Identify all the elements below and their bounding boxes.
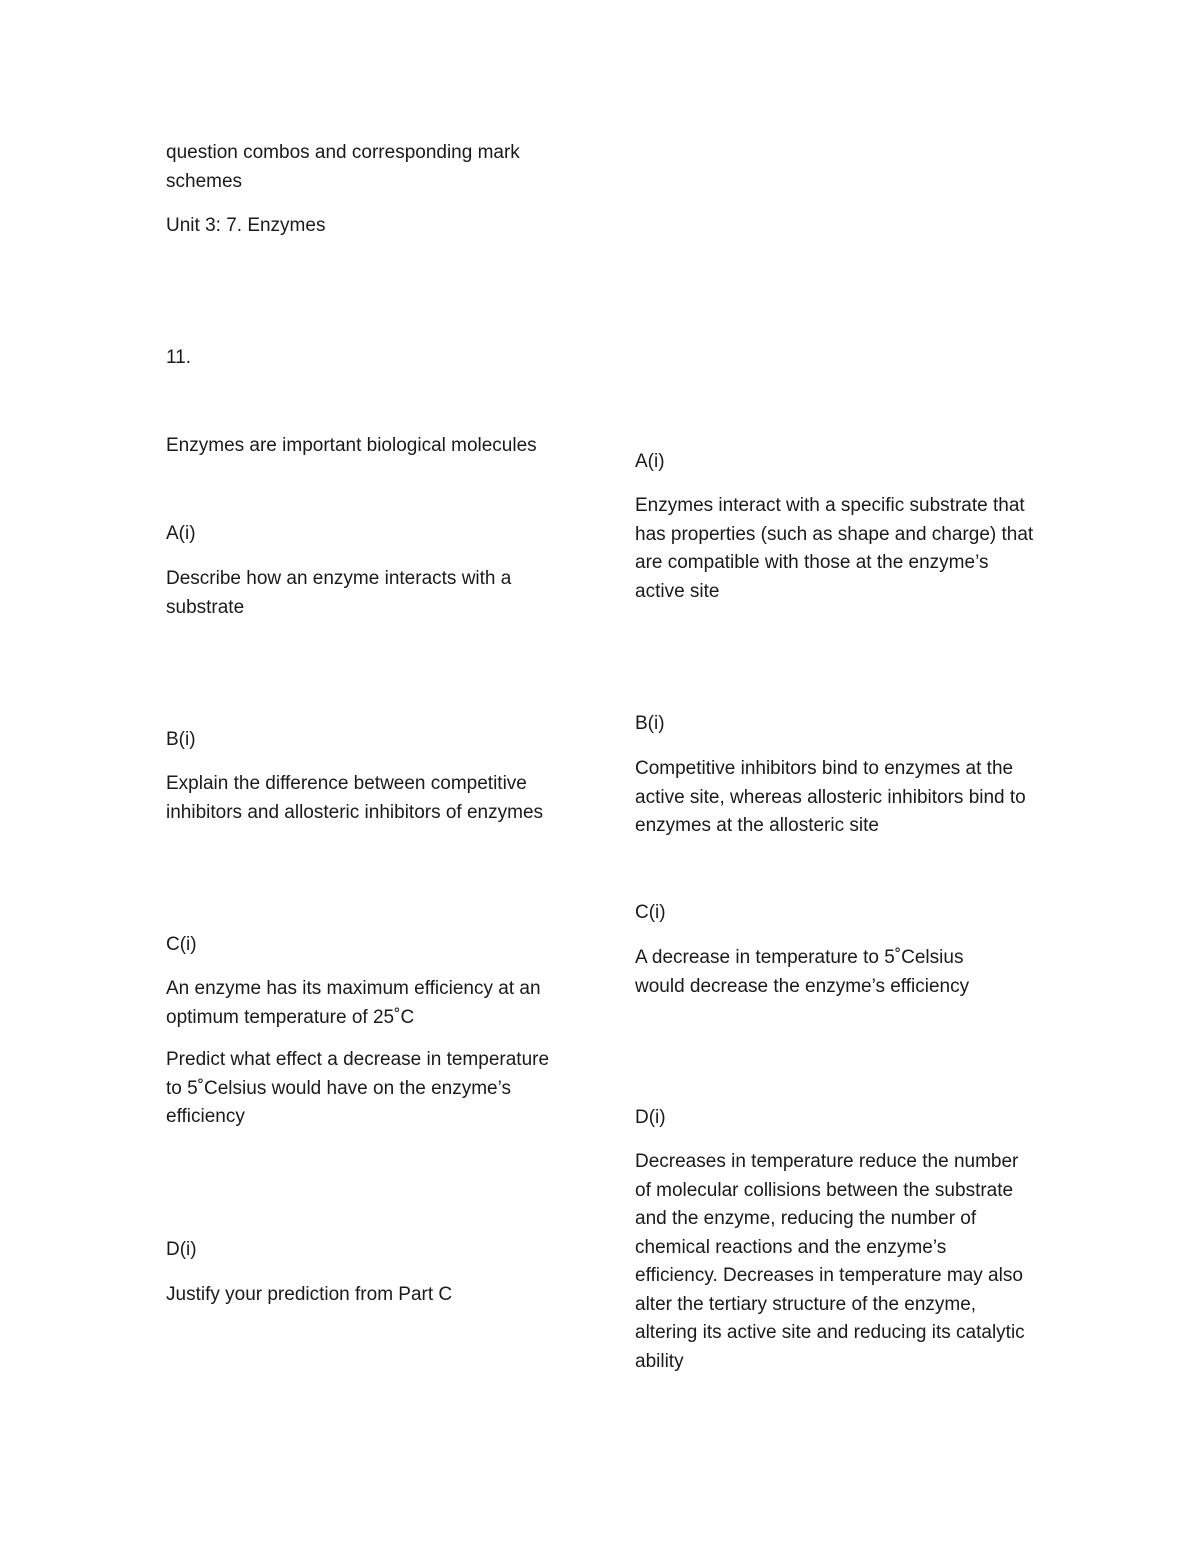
question-intro: Enzymes are important biological molecules	[166, 435, 537, 456]
document-title: question combos and corresponding mark schemes	[166, 142, 520, 192]
question-number: 11.	[166, 347, 192, 368]
question-d-text: Justify your prediction from Part C	[166, 1284, 453, 1305]
answer-d-text: Decreases in temperature reduce the number of molecular collisions between the substrate and the enzyme, reducing the number of chemical reactions and the enzyme’s efficiency. Decreases in temperature may also alter the tertiary structure of the enzyme, altering its active site and reducing its catalytic ability	[635, 1151, 1025, 1372]
answer-a-label: A(i)	[635, 451, 665, 472]
answer-b-text: Competitive inhibitors bind to enzymes at the active site, whereas allosteric inhibitors bind to enzymes at the allosteric site	[635, 758, 1026, 836]
question-b-text: Explain the difference between competitive inhibitors and allosteric inhibitors of enzymes	[166, 773, 544, 823]
question-c-text: An enzyme has its maximum efficiency at an optimum temperature of 25˚C	[166, 978, 541, 1028]
question-c-label: C(i)	[166, 934, 197, 955]
question-c-prediction: Predict what effect a decrease in temperature to 5˚Celsius would have on the enzyme’s efficiency	[166, 1049, 550, 1127]
question-b-label: B(i)	[166, 729, 196, 750]
question-d-label: D(i)	[166, 1239, 197, 1260]
answer-c-text: A decrease in temperature to 5˚Celsius would decrease the enzyme’s efficiency	[635, 947, 970, 997]
answer-d-label: D(i)	[635, 1107, 666, 1128]
answer-a-text: Enzymes interact with a specific substrate that has properties (such as shape and charge) that are compatible with those at the enzyme’s active site	[635, 495, 1034, 602]
answer-c-label: C(i)	[635, 902, 666, 923]
question-a-label: A(i)	[166, 523, 196, 544]
question-a-text: Describe how an enzyme interacts with a substrate	[166, 568, 512, 618]
answer-b-label: B(i)	[635, 713, 665, 734]
unit-heading: Unit 3: 7. Enzymes	[166, 215, 326, 236]
